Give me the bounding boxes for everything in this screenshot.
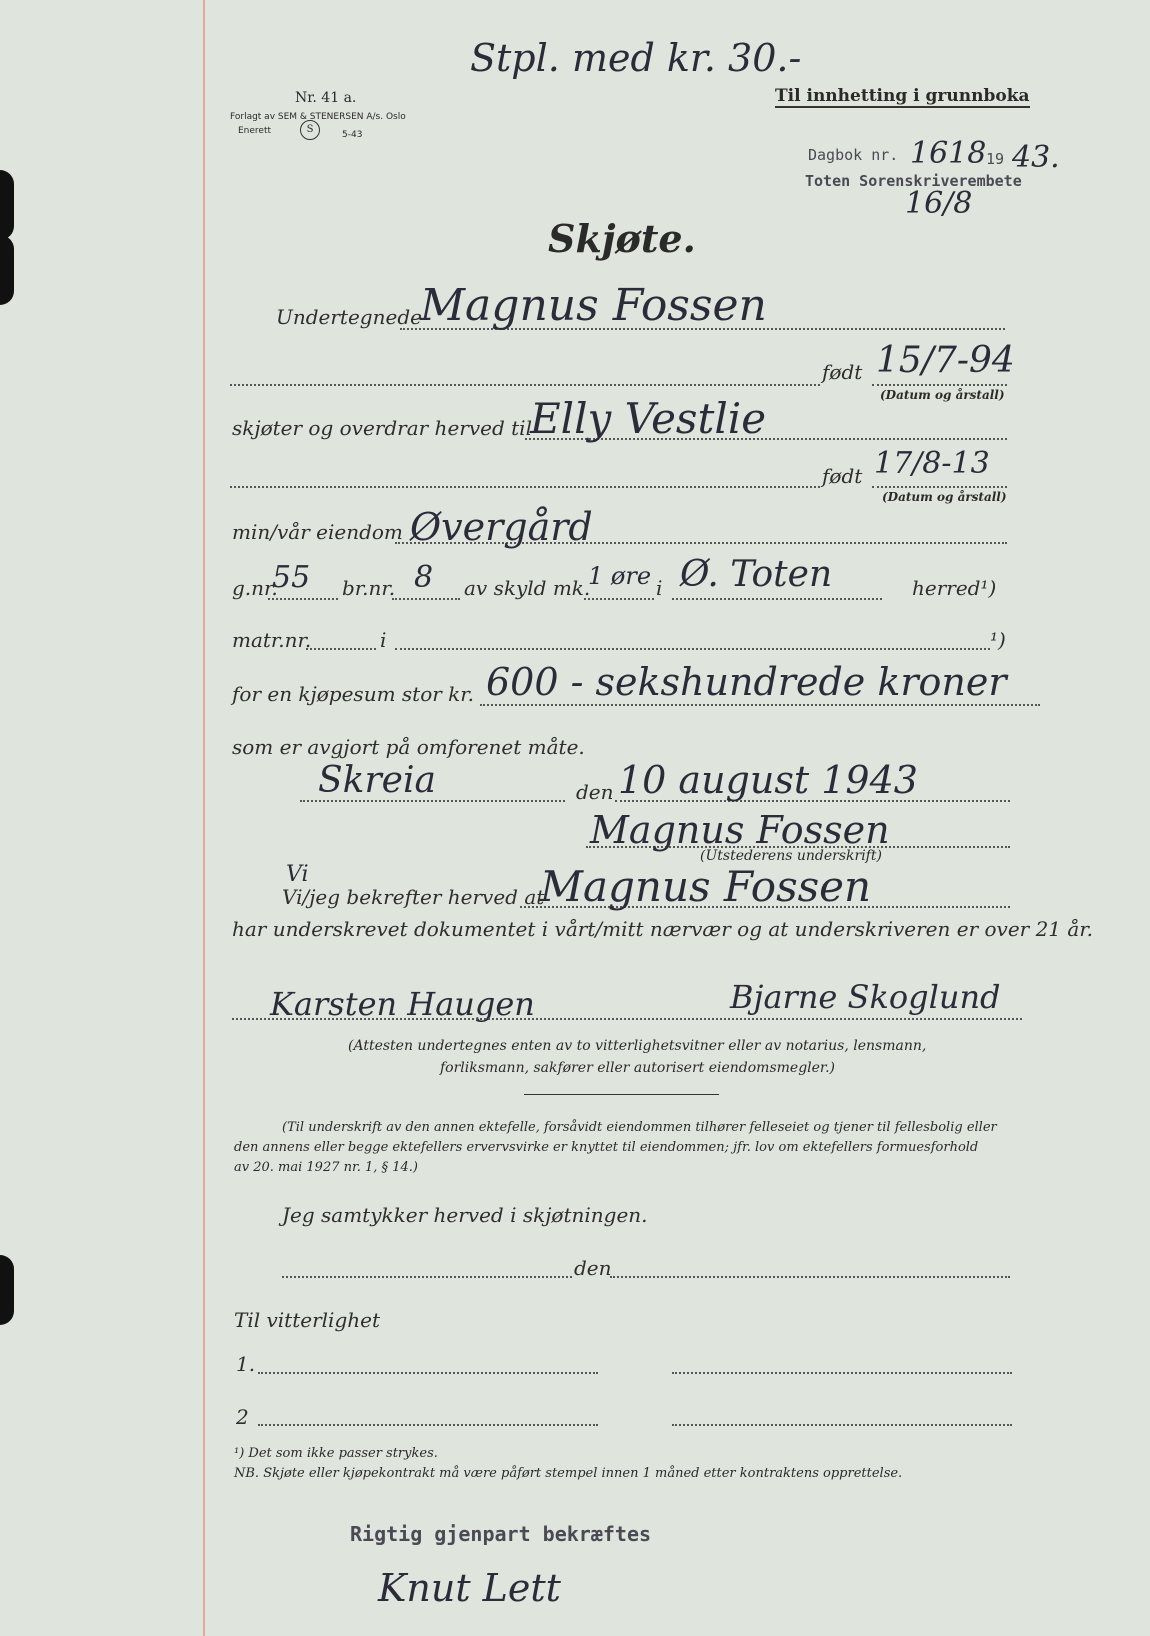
price-value: 600 - sekshundrede kroner xyxy=(486,660,1007,704)
binder-hole xyxy=(0,235,14,305)
registry-office: Toten Sorenskriverembete xyxy=(805,172,1022,190)
binder-hole xyxy=(0,170,14,240)
skyld-value: 1 øre xyxy=(588,562,652,590)
matr-i-label: i xyxy=(380,628,387,652)
handwritten-reference: 16/8 xyxy=(905,186,973,221)
margin-rule xyxy=(203,0,205,1636)
certification-stamp: Rigtig gjenpart bekræftes xyxy=(350,1522,652,1546)
publisher-line: Forlagt av SEM & STENERSEN A/s. Oslo xyxy=(230,112,406,122)
witness-signature: Bjarne Skoglund xyxy=(730,978,1001,1016)
witness-2-label: 2 xyxy=(236,1405,249,1429)
fill-line xyxy=(268,598,338,600)
footnote-nb: NB. Skjøte eller kjøpekontrakt må være påført stempel innen 1 måned etter kontraktens opprettelse. xyxy=(234,1466,903,1481)
spouse-note: (Til underskrift av den annen ektefelle, forsåvidt eiendommen tilhører felleseiet og tjener til fellesbolig eller xyxy=(282,1120,997,1135)
fill-line xyxy=(258,1372,598,1374)
fill-line xyxy=(392,598,460,600)
deed-date: 10 august 1943 xyxy=(618,758,918,802)
issuer-signature: Magnus Fossen xyxy=(590,808,890,852)
fill-line xyxy=(480,704,1040,706)
matr-note: ¹) xyxy=(990,628,1006,652)
publisher-seal-icon: S xyxy=(300,120,320,140)
dagbok-label: Dagbok nr. xyxy=(808,146,899,164)
gnr-label: g.nr. xyxy=(232,576,278,600)
footnote: ¹) Det som ikke passer strykes. xyxy=(234,1446,438,1461)
attested-signer: Magnus Fossen xyxy=(540,862,872,911)
issuer-caption: (Utstederens underskrift) xyxy=(700,848,882,864)
settled-text: som er avgjort på omforenet måte. xyxy=(232,735,585,759)
buyer-birthdate: 17/8-13 xyxy=(874,446,990,481)
spouse-note: av 20. mai 1927 nr. 1, § 14.) xyxy=(234,1160,418,1175)
price-label: for en kjøpesum stor kr. xyxy=(232,682,475,706)
year-prefix: 19 xyxy=(986,150,1005,168)
fill-line xyxy=(230,384,820,386)
gnr-value: 55 xyxy=(272,560,311,595)
fill-line xyxy=(672,598,882,600)
fill-line xyxy=(258,1424,598,1426)
fill-line xyxy=(232,1018,1022,1020)
attestation-body: har underskrevet dokumentet i vårt/mitt nærvær og at underskriveren er over 21 år. xyxy=(232,917,1094,941)
i-label: i xyxy=(656,576,663,600)
witness-heading: Til vitterlighet xyxy=(234,1308,381,1332)
herred-value: Ø. Toten xyxy=(680,554,833,595)
fill-line xyxy=(395,648,990,650)
dagbok-number: 1618 xyxy=(910,136,987,171)
fill-line xyxy=(610,1276,1010,1278)
certifier-signature: Knut Lett xyxy=(378,1566,561,1610)
spouse-note: den annens eller begge ektefellers ervervsvirke er knyttet til eiendommen; jfr. lov om ektefellers formuesforhold xyxy=(234,1140,979,1155)
fill-line xyxy=(282,1276,572,1278)
handwritten-fee-note: Stpl. med kr. 30.- xyxy=(470,36,802,80)
den-label: den xyxy=(574,1256,612,1280)
buyer-name: Elly Vestlie xyxy=(530,394,767,443)
fill-line xyxy=(230,486,820,488)
fodt-label: født xyxy=(822,464,863,488)
den-label: den xyxy=(576,780,614,804)
rights-line: Enerett xyxy=(238,126,272,136)
witness-1-label: 1. xyxy=(236,1352,256,1376)
fill-line xyxy=(672,1372,1012,1374)
seller-birthdate: 15/7-94 xyxy=(876,340,1015,381)
fill-line xyxy=(872,486,1007,488)
herred-label: herred¹) xyxy=(912,576,997,600)
fill-line xyxy=(306,648,376,650)
brnr-value: 8 xyxy=(414,560,434,595)
fodt-label: født xyxy=(822,360,863,384)
undertegnede-label: Undertegnede xyxy=(276,305,422,329)
vi-correction: Vi xyxy=(286,862,309,887)
fill-line xyxy=(672,1424,1012,1426)
date-hint: (Datum og årstall) xyxy=(880,388,1005,402)
filing-note: Til innhetting i grunnboka xyxy=(775,86,1030,106)
fill-line xyxy=(584,598,654,600)
property-label: min/vår eiendom xyxy=(232,520,403,544)
fill-line xyxy=(872,384,1007,386)
attestation-note: forliksmann, sakfører eller autorisert eiendomsmegler.) xyxy=(440,1060,835,1076)
form-number: Nr. 41 a. xyxy=(295,90,357,106)
section-divider xyxy=(524,1094,719,1095)
seller-name: Magnus Fossen xyxy=(420,280,767,331)
transfer-label: skjøter og overdrar herved til xyxy=(232,416,532,440)
skyld-label: av skyld mk. xyxy=(464,576,591,600)
brnr-label: br.nr. xyxy=(342,576,396,600)
attestation-lead: Vi/jeg bekrefter herved at xyxy=(282,885,545,909)
place: Skreia xyxy=(318,760,436,801)
attestation-note: (Attesten undertegnes enten av to vitterlighetsvitner eller av notarius, lensmann, xyxy=(348,1038,927,1054)
property-name: Øvergård xyxy=(410,505,593,549)
document-title: Skjøte. xyxy=(548,216,696,261)
year-suffix: 43. xyxy=(1012,140,1060,175)
matr-label: matr.nr. xyxy=(232,628,312,652)
consent-text: Jeg samtykker herved i skjøtningen. xyxy=(282,1203,648,1227)
date-hint: (Datum og årstall) xyxy=(882,490,1007,504)
witness-signature: Karsten Haugen xyxy=(270,985,535,1023)
print-code: 5-43 xyxy=(342,130,363,140)
binder-hole xyxy=(0,1255,14,1325)
